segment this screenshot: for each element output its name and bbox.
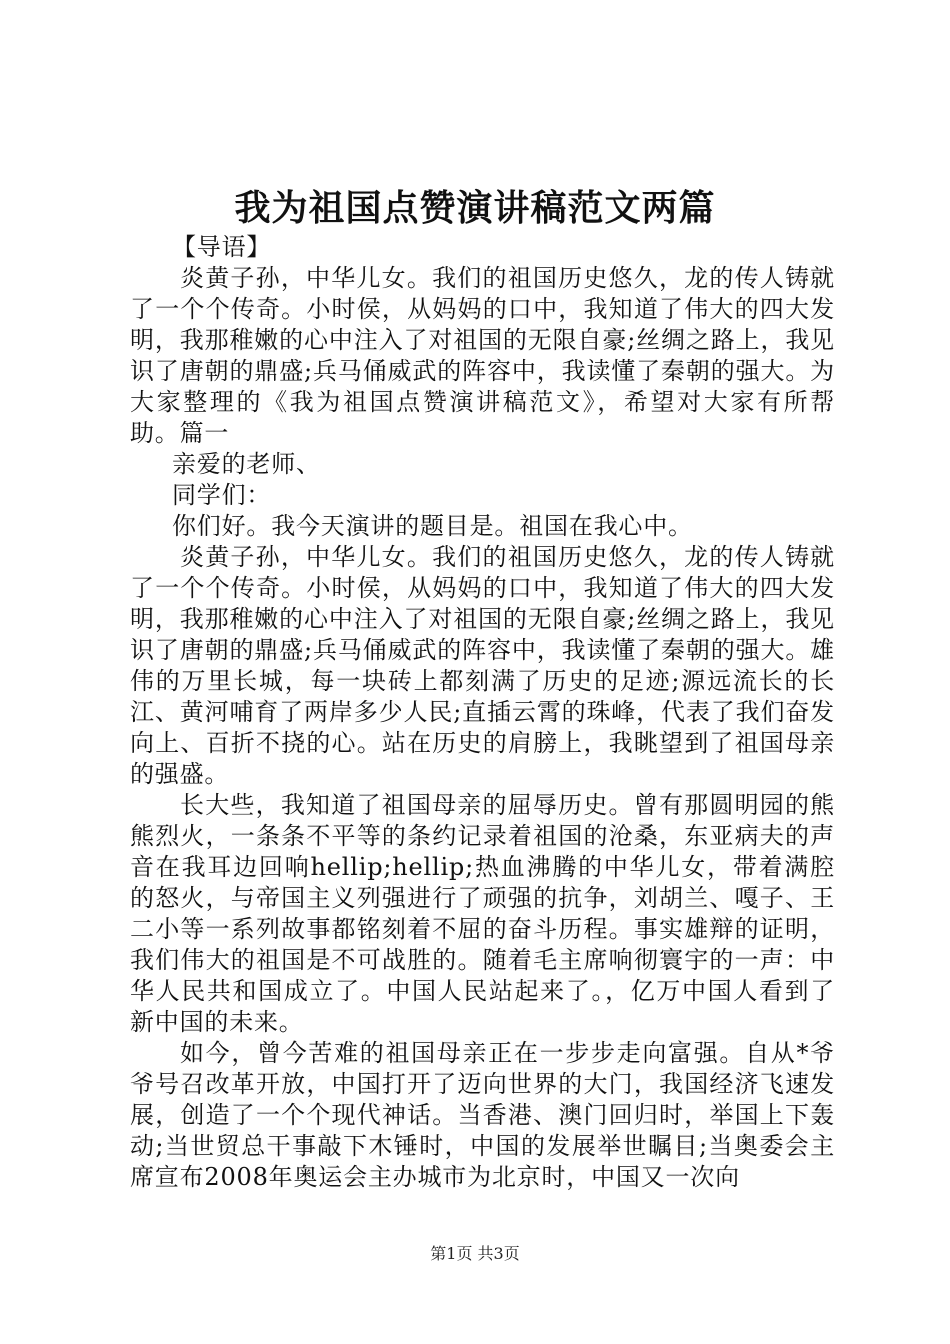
document-body xyxy=(130,232,835,1193)
salutation-students: 同学们： xyxy=(172,481,272,509)
document-title: 我为祖国点赞演讲稿范文两篇 xyxy=(234,187,716,229)
paragraph-today: 如今，曾今苦难的祖国母亲正在一步步走向富强。自从*爷爷号召改革开放，中国打开了迈向世界的大门，我国经济飞速发展，创造了一个个现代神话。当香港、澳门回归时，举国上下轰动;当世贸总干事敲下木锤时，中国的发展举世瞩目;当奥委会主席宣布2008年奥运会主办城市为北京时，中国又一次向 xyxy=(130,1039,835,1191)
intro-label: 【导语】 xyxy=(172,233,272,261)
salutation-teachers: 亲爱的老师、 xyxy=(172,450,321,478)
page-footer: 第1页 共3页 xyxy=(430,1244,520,1263)
paragraph-intro: 炎黄子孙，中华儿女。我们的祖国历史悠久，龙的传人铸就了一个个传奇。小时侯，从妈妈的口中，我知道了伟大的四大发明，我那稚嫩的心中注入了对祖国的无限自豪;丝绸之路上，我见识了唐朝的鼎盛;兵马俑威武的阵容中，我读懂了秦朝的强大。为大家整理的《我为祖国点赞演讲稿范文》，希望对大家有所帮助。篇一 xyxy=(130,264,835,447)
greeting-line: 你们好。我今天演讲的题目是。祖国在我心中。 xyxy=(172,512,693,540)
paragraph-humiliation: 长大些，我知道了祖国母亲的屈辱历史。曾有那圆明园的熊熊烈火，一条条不平等的条约记录着祖国的沧桑，东亚病夫的声音在我耳边回响hellip;hellip;热血沸腾的中华儿女，带着满腔的怒火，与帝国主义列强进行了顽强的抗争，刘胡兰、嘎子、王二小等一系列故事都铭刻着不屈的奋斗历程。事实雄辩的证明，我们伟大的祖国是不可战胜的。随着毛主席响彻寰宇的一声：中华人民共和国成立了。中国人民站起来了。，亿万中国人看到了新中国的未来。 xyxy=(130,791,835,1036)
paragraph-history: 炎黄子孙，中华儿女。我们的祖国历史悠久，龙的传人铸就了一个个传奇。小时侯，从妈妈的口中，我知道了伟大的四大发明，我那稚嫩的心中注入了对祖国的无限自豪;丝绸之路上，我见识了唐朝的鼎盛;兵马俑威武的阵容中，我读懂了秦朝的强大。雄伟的万里长城，每一块砖上都刻满了历史的足迹;源远流长的长江、黄河哺育了两岸多少人民;直插云霄的珠峰，代表了我们奋发向上、百折不挠的心。站在历史的肩膀上，我眺望到了祖国母亲的强盛。 xyxy=(130,543,835,788)
